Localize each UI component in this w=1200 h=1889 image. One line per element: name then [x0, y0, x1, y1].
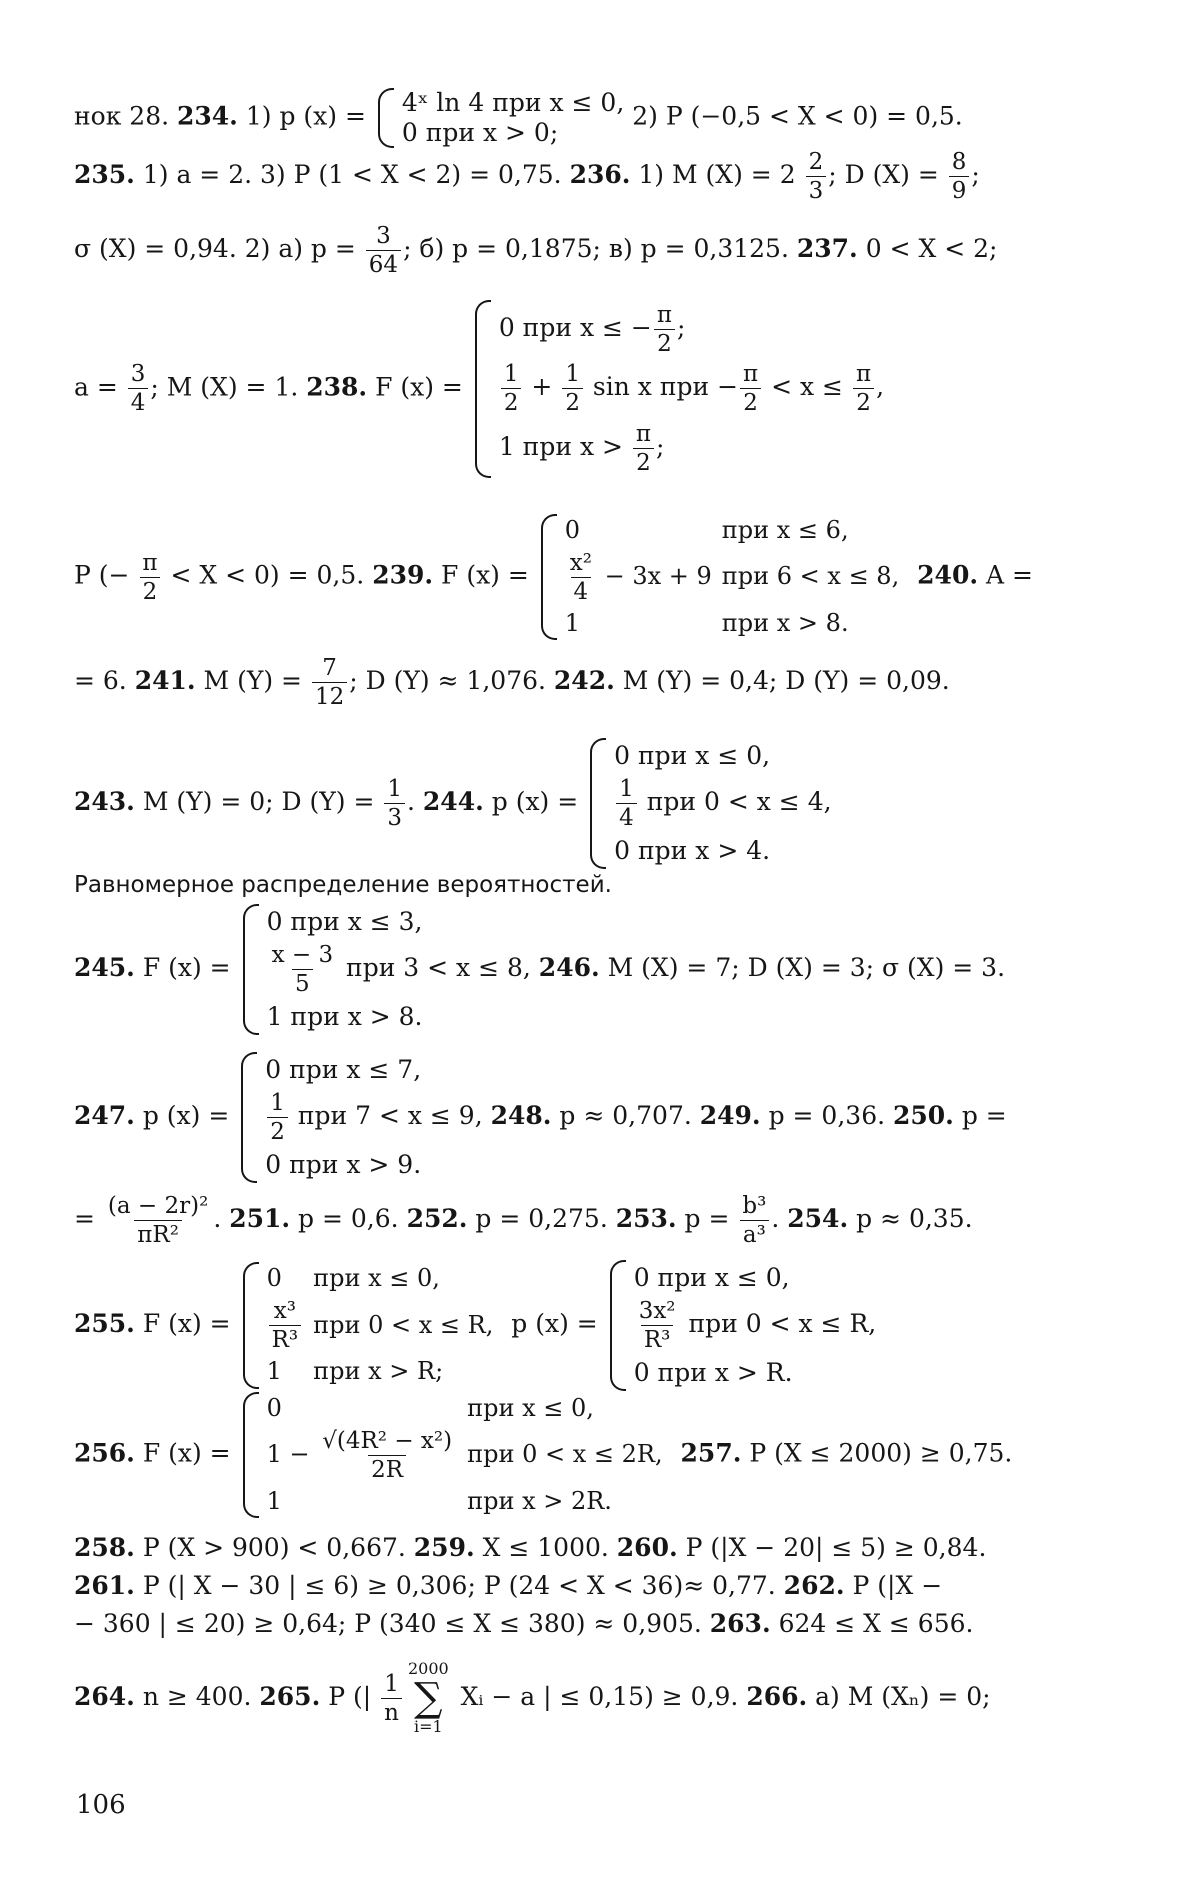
fraction: $\frac{7}{12}$ — [312, 656, 347, 709]
text: 1) M (X) = 2 — [630, 160, 804, 190]
text: F (x) = — [134, 1309, 239, 1339]
fraction: $\frac{\pi}{2}$ — [139, 551, 160, 604]
line-245-246 — [74, 904, 1134, 1035]
case-row: $\frac{1}{2}$ при 7 < x ≤ 9, — [265, 1088, 482, 1147]
text: P (X > 900) < 0,667. — [134, 1533, 414, 1562]
problem-number: 261. — [74, 1571, 135, 1600]
line-261-262 — [74, 1572, 1134, 1601]
text: . — [407, 787, 423, 817]
text: ; D (X) = — [828, 160, 947, 190]
text: ; — [971, 160, 980, 190]
problem-number: 265. — [259, 1681, 321, 1711]
line-238 — [74, 300, 1134, 478]
text — [531, 953, 539, 982]
line-262-263 — [74, 1610, 1134, 1639]
piecewise-brace — [541, 514, 909, 640]
text: p = 0,36. — [760, 1101, 893, 1131]
piecewise-brace — [475, 300, 884, 478]
text: p = — [953, 1101, 1007, 1131]
text: 0 < X < 2; — [857, 234, 998, 264]
brace — [541, 514, 557, 640]
case-row: $\frac{x - 3}{5}$ при 3 < x ≤ 8, — [271, 942, 531, 998]
fraction: $\frac{\text{b³}}{\text{a³}}$ — [739, 1194, 769, 1247]
text: n ≥ 400. — [134, 1681, 260, 1711]
case-row: 0 при x > R. — [633, 1358, 793, 1388]
problem-number: 247. — [74, 1101, 135, 1131]
text: F (x) = — [367, 372, 471, 402]
problem-number: 263. — [709, 1609, 771, 1638]
piecewise-brace — [243, 904, 531, 1035]
text: P (|X − 20| ≤ 5) ≥ 0,84. — [677, 1533, 987, 1562]
brace — [243, 1392, 259, 1518]
text: σ (X) = 0,94. 2) а) p = — [74, 234, 364, 264]
fraction: $\frac{\text{(a − 2r)²}}{\text{πR²}}$ — [107, 1193, 209, 1249]
problem-number: 244. — [422, 787, 484, 817]
problem-number: 264. — [74, 1681, 135, 1711]
text: < X < 0) = 0,5. — [162, 560, 373, 590]
text: p = 0,6. — [290, 1204, 407, 1234]
problem-number: 251. — [229, 1204, 291, 1234]
case-row: 0 при x ≤ 7, — [265, 1055, 422, 1084]
problem-number: 245. — [74, 953, 135, 983]
problem-number: 259. — [413, 1533, 475, 1562]
text: = 6. — [74, 666, 135, 696]
text: X ≤ 1000. — [474, 1533, 617, 1562]
text — [909, 561, 917, 590]
text: = — [74, 1204, 103, 1234]
problem-number: 239. — [372, 560, 434, 590]
brace — [243, 904, 259, 1035]
text: ; M (X) = 1. — [150, 372, 307, 402]
text: p (x) = — [503, 1309, 606, 1339]
case-row: 0 при x ≤ − $\frac{\pi}{2}$ ; — [498, 302, 686, 358]
problem-number: 235. — [74, 160, 135, 190]
text: p (x) = — [279, 101, 374, 131]
brace — [610, 1260, 626, 1391]
text: p = — [676, 1204, 738, 1234]
text: p ≈ 0,35. — [848, 1204, 973, 1234]
text: 624 ≤ X ≤ 656. — [770, 1609, 974, 1638]
text: M (Y) = — [195, 666, 310, 696]
line-236-237 — [74, 224, 1134, 277]
text: M (X) = 7; D (X) = 3; σ (X) = 3. — [599, 953, 1006, 983]
text: F (x) = — [134, 953, 239, 983]
fraction: $\frac{3}{64}$ — [366, 224, 401, 277]
line-255 — [74, 1260, 1134, 1391]
text: ; D (Y) ≈ 1,076. — [349, 666, 554, 696]
text: Xᵢ − a | ≤ 0,15) ≥ 0,9. — [452, 1681, 747, 1711]
problem-number: 257. — [680, 1438, 742, 1468]
fraction: $\frac{8}{9}$ — [949, 150, 970, 203]
piecewise-brace — [378, 88, 624, 148]
sum-operator: 2000 ∑ i=1 — [407, 1659, 449, 1737]
text: . — [213, 1204, 230, 1234]
problem-number: 252. — [406, 1204, 468, 1234]
problem-number: 234. — [177, 101, 238, 131]
problem-number: 254. — [787, 1204, 849, 1234]
line-243-244 — [74, 738, 1134, 869]
text: P (− — [74, 560, 138, 590]
case-row: 0 при x > 0; — [401, 118, 559, 147]
text: F (x) = — [433, 560, 537, 590]
case-row: $\frac{1}{2}$ + $\frac{1}{2}$ sin x при − $\frac{\pi}{2}$ < x ≤ $\frac{\pi}{2}$ , — [499, 359, 884, 418]
problem-number: 243. — [74, 787, 135, 817]
line-258-260 — [74, 1534, 1134, 1563]
case-row: 1 при x > $\frac{\pi}{2}$ ; — [498, 420, 665, 476]
problem-number: 260. — [616, 1533, 678, 1562]
brace — [475, 300, 491, 478]
line-256-257 — [74, 1392, 1134, 1518]
problem-number: 258. — [74, 1533, 135, 1562]
problem-number: 242. — [553, 666, 615, 696]
case-row: 0 при x ≤ 0, — [633, 1263, 790, 1292]
line-264-266 — [74, 1660, 1134, 1737]
case-table: 0 при x ≤ 0, 1 − $\frac{\text{√(4R² − x²)}}{2R}$ при 0 < x ≤ 2R, 1 при x > 2R. — [266, 1394, 663, 1515]
piecewise-brace — [243, 1392, 673, 1518]
problem-number: 237. — [796, 234, 858, 264]
text: 2) P (−0,5 < X < 0) = 0,5. — [624, 101, 963, 131]
fraction: $\frac{1}{n}$ — [381, 1672, 402, 1725]
text: M (Y) = 0,4; D (Y) = 0,09. — [614, 666, 950, 696]
piecewise-brace — [590, 738, 831, 869]
fraction: $\frac{1}{3}$ — [384, 777, 405, 830]
problem-number: 255. — [74, 1309, 135, 1339]
text: p (x) = — [134, 1101, 238, 1131]
text — [483, 1101, 491, 1130]
page-number: 106 — [76, 1790, 126, 1820]
case-row: $\frac{\text{3x²}}{\text{R³}}$ при 0 < x ≤ R, — [638, 1298, 877, 1354]
case-table: 0 при x ≤ 6, $\frac{\text{x²}}{4}$ − 3x + 9 при 6 < x ≤ 8, 1 при x > 8. — [564, 516, 900, 637]
line-234 — [74, 88, 1134, 148]
text: P (| — [320, 1681, 380, 1711]
fraction: $\frac{3}{4}$ — [128, 362, 149, 415]
text: P (X ≤ 2000) ≥ 0,75. — [741, 1438, 1013, 1468]
text: 1) a = 2. 3) P (1 < X < 2) = 0,75. — [134, 160, 570, 190]
line-235 — [74, 150, 1134, 203]
problem-number: 236. — [569, 160, 631, 190]
case-row: 4ˣ ln 4 при x ≤ 0, — [401, 88, 625, 117]
text: нок 28. — [74, 101, 177, 131]
text: p = 0,275. — [467, 1204, 616, 1234]
text: P (|X − — [844, 1571, 943, 1600]
case-row: 0 при x > 4. — [614, 836, 771, 866]
case-row: 0 при x ≤ 0, — [614, 741, 771, 770]
problem-number: 262. — [783, 1571, 845, 1600]
piecewise-brace — [243, 1262, 504, 1388]
text: ; б) p = 0,1875; в) p = 0,3125. — [403, 234, 797, 264]
text: . — [771, 1204, 788, 1234]
piecewise-brace — [610, 1260, 877, 1391]
text: − 360 | ≤ 20) ≥ 0,64; P (340 ≤ X ≤ 380) ≈ 0,905. — [74, 1609, 710, 1638]
case-row: $\frac{1}{4}$ при 0 < x ≤ 4, — [614, 774, 831, 833]
brace — [378, 88, 394, 148]
section-heading: Равномерное распределение вероятностей. — [74, 872, 612, 898]
fraction: $\frac{2}{3}$ — [806, 150, 827, 203]
problem-number: 246. — [538, 953, 600, 983]
case-row: 0 при x > 9. — [265, 1150, 422, 1180]
text: a = — [74, 372, 126, 402]
brace — [590, 738, 606, 869]
case-row: 1 при x > 8. — [266, 1002, 423, 1032]
problem-number: 250. — [893, 1101, 954, 1131]
case-table: 0 при x ≤ 0, $\frac{\text{x³}}{\text{R³}}$ при 0 < x ≤ R, 1 при x > R; — [266, 1264, 494, 1386]
brace — [241, 1052, 257, 1183]
text: A = — [978, 560, 1033, 590]
problem-number: 240. — [917, 560, 979, 590]
text: а) M (Xₙ) = 0; — [807, 1681, 991, 1711]
problem-number: 248. — [490, 1101, 552, 1131]
text: 1) — [237, 101, 280, 131]
text: M (Y) = 0; D (Y) = — [134, 787, 383, 817]
problem-number: 241. — [134, 666, 196, 696]
text: p ≈ 0,707. — [551, 1101, 700, 1131]
problem-number: 238. — [306, 372, 368, 402]
problem-number: 249. — [699, 1101, 761, 1131]
line-239-240 — [74, 514, 1134, 640]
text: p (x) = — [483, 787, 587, 817]
text — [673, 1439, 681, 1468]
line-241-242 — [74, 656, 1134, 709]
brace — [243, 1262, 259, 1388]
line-247-250 — [74, 1052, 1134, 1183]
line-251-254 — [74, 1194, 1134, 1247]
case-row: 0 при x ≤ 3, — [266, 907, 423, 936]
text: P (| X − 30 | ≤ 6) ≥ 0,306; P (24 < X < 36)≈ 0,77. — [134, 1571, 784, 1600]
piecewise-brace — [241, 1052, 482, 1183]
problem-number: 253. — [615, 1204, 677, 1234]
problem-number: 256. — [74, 1438, 135, 1468]
problem-number: 266. — [746, 1681, 808, 1711]
line-heading — [74, 872, 1134, 898]
text: F (x) = — [134, 1438, 239, 1468]
